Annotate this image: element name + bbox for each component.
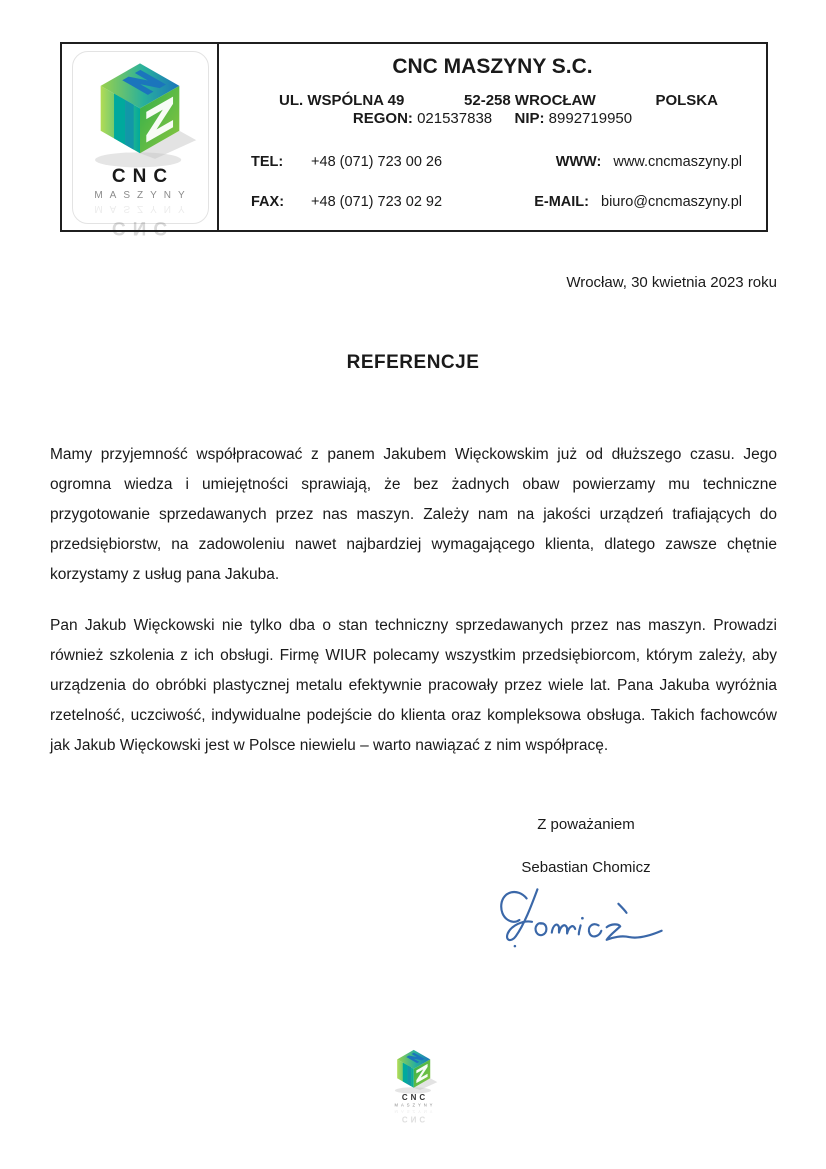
- contact-row-1: [219, 154, 766, 174]
- handwritten-signature: [478, 884, 694, 956]
- logo-brand-text: CNC: [111, 166, 175, 187]
- paragraph-2: Pan Jakub Więckowski nie tylko dba o stan techniczny sprzedawanych przez nas maszyn. Prowadzi również szkolenia z ich obsługi. Firmę WIUR polecamy wszystkim przedsiębiorcom, którym zależy, aby urządzenia do obróbki plastycznej metalu efektywnie pracowały przez wiele lat. Pana Jakuba wyróżnia rzetelność, uczciwość, indywidualne podejście do klienta oraz kompleksowa obsługa. Takich fachowców jak Jakub Więckowski jest w Polsce niewielu – warto nawiązać z nim współpracę.: [50, 617, 777, 754]
- signer-name: Sebastian Chomicz: [521, 859, 651, 876]
- registration-line: [219, 110, 766, 127]
- closing-block: [448, 816, 724, 956]
- letterhead: [60, 42, 768, 238]
- logo-block: [71, 54, 208, 238]
- address-street: UL. WSPÓLNA 49: [279, 92, 405, 109]
- www-entry: [556, 154, 742, 174]
- email-value: biuro@cncmaszyny.pl: [601, 194, 742, 210]
- nip-value: 8992719950: [548, 110, 633, 127]
- email-label: E-MAIL:: [534, 194, 589, 210]
- footer-logo: [0, 1046, 826, 1169]
- address-city: 52-258 WROCŁAW: [464, 92, 596, 109]
- address-country: POLSKA: [655, 92, 718, 109]
- logo-reflection: CNC MASZYNY: [94, 203, 192, 238]
- fax-value: +48 (071) 723 02 92: [311, 194, 443, 210]
- closing-phrase: Z poważaniem: [537, 816, 635, 833]
- company-name: CNC MASZYNY S.C.: [392, 55, 593, 78]
- tel-value: +48 (071) 723 00 26: [311, 154, 443, 170]
- fax-entry: [251, 194, 442, 214]
- nip-label: NIP:: [514, 110, 545, 127]
- letter-body: [50, 440, 777, 761]
- www-value: www.cncmaszyny.pl: [613, 154, 742, 170]
- cnc-cube-icon: [81, 54, 199, 172]
- cnc-cube-icon-small: [388, 1046, 438, 1096]
- tel-entry: [251, 154, 442, 174]
- fax-label: FAX:: [251, 194, 285, 210]
- regon-value: 021537838: [417, 110, 493, 127]
- footer-logo-block: CNC MASZYNY CNC MASZYNY: [384, 1046, 442, 1123]
- contact-row-2: [219, 194, 766, 214]
- logo-subtitle-text: MASZYNY: [94, 190, 192, 201]
- company-logo: [62, 44, 219, 238]
- paragraph-1: Mamy przyjemność współpracować z panem Jakubem Więckowskim już od dłuższego czasu. Jego ogromna wiedza i umiejętności sprawiają, że bez żadnych obaw powierzamy mu techniczne przygotowanie sprzedawanych przez nas maszyn. Zależy nam na jakości urządzeń trafiających do przedsiębiorstw, na zadowoleniu nawet najbardziej wymagającego klienta, dlatego zawsze chętnie korzystamy z usług pana Jakuba.: [50, 446, 777, 583]
- contact-grid: [219, 154, 766, 214]
- email-entry: [534, 194, 742, 214]
- date-line: Wrocław, 30 kwietnia 2023 roku: [566, 274, 777, 291]
- address-line: [219, 92, 766, 109]
- tel-label: TEL:: [251, 154, 284, 170]
- www-label: WWW:: [555, 154, 602, 170]
- regon-label: REGON:: [352, 110, 413, 127]
- letterhead-details: [219, 44, 766, 230]
- document-title: REFERENCJE: [346, 352, 480, 373]
